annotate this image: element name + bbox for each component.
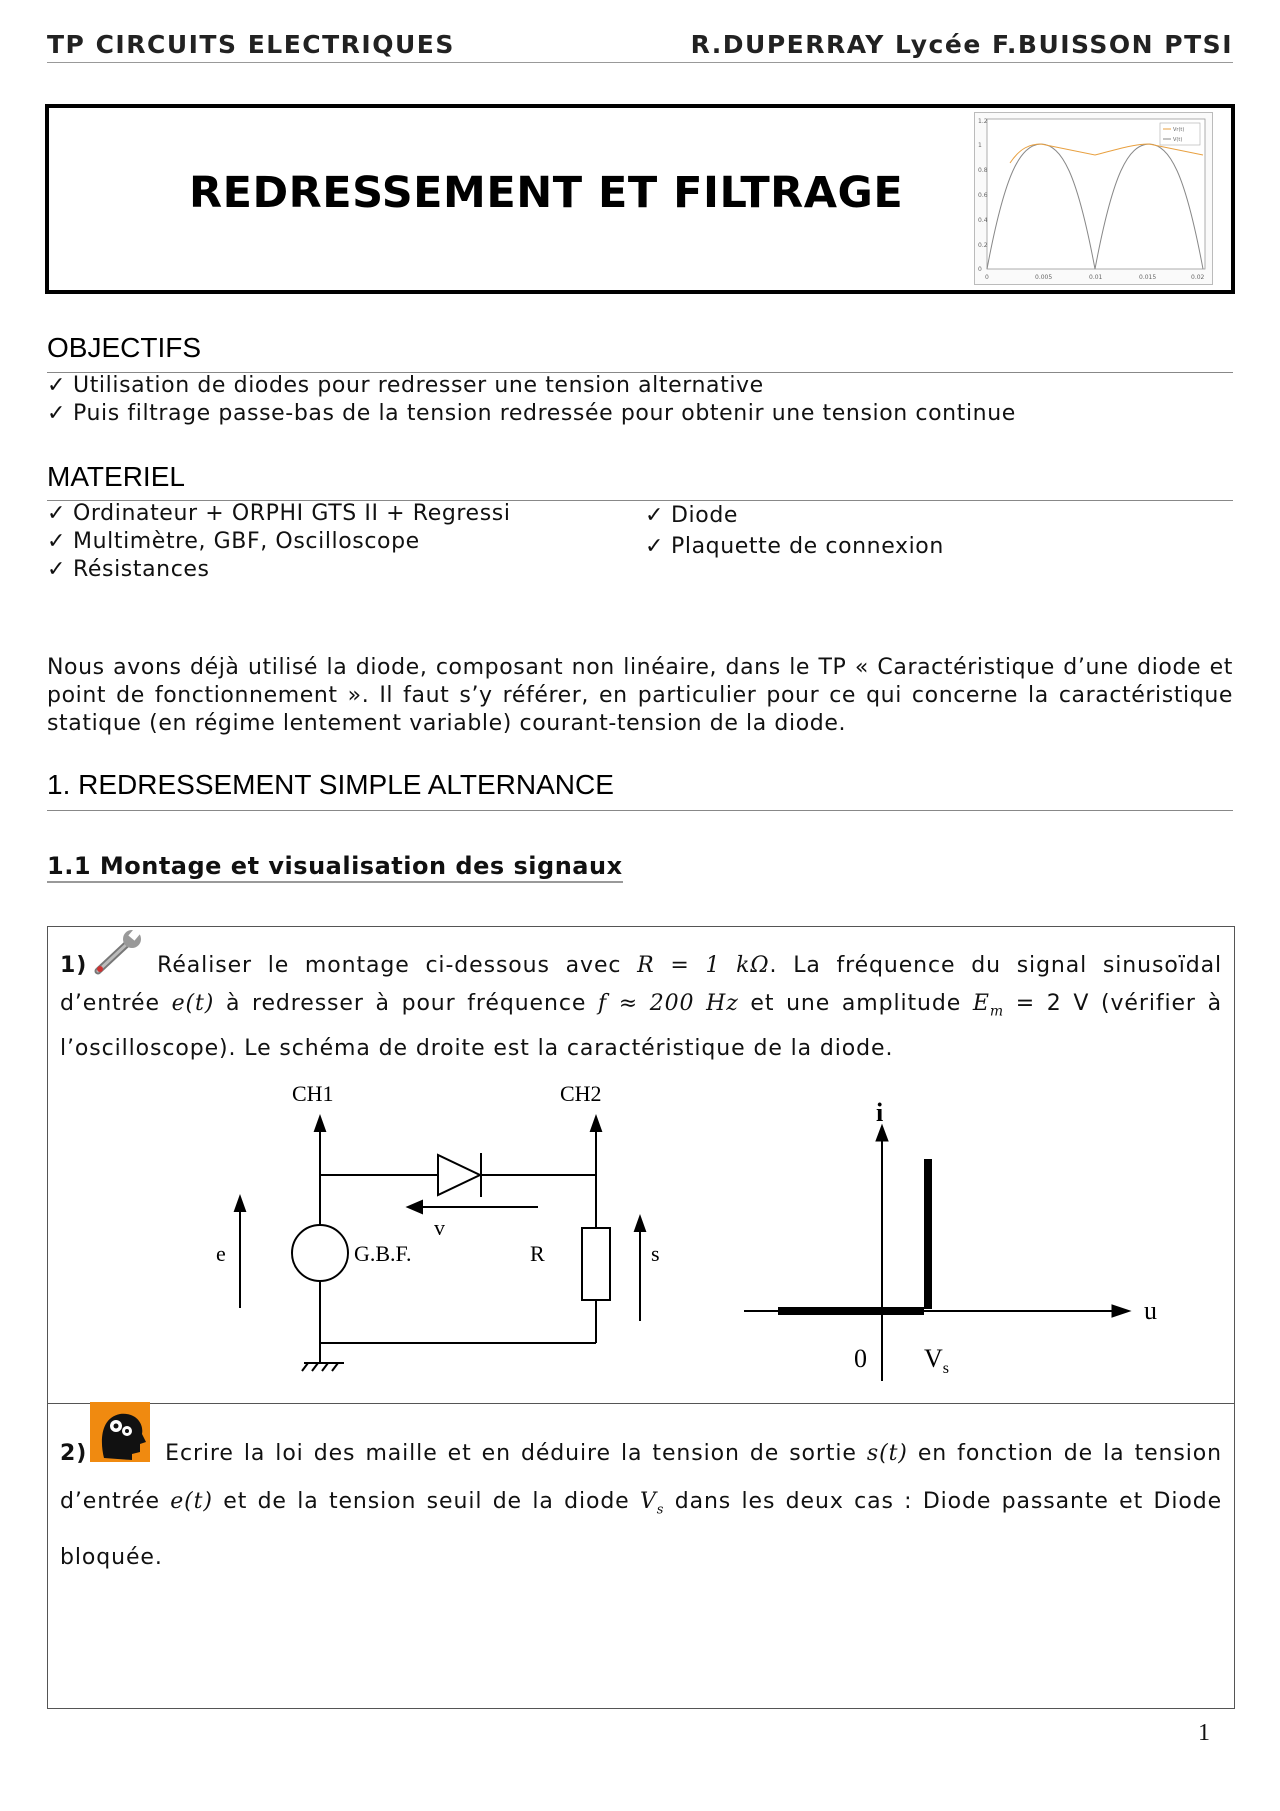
u-axis-label: u (1144, 1296, 1157, 1325)
page-number: 1 (1198, 1720, 1210, 1746)
vs-label: $V_s$ (924, 1344, 950, 1377)
check-icon: ✓ (47, 373, 67, 398)
legend-label: Vr(t) (1173, 127, 1185, 133)
y-tick: 0 (978, 266, 982, 273)
materiel-item: ✓ Multimètre, GBF, Oscilloscope (47, 529, 420, 554)
check-icon: ✓ (645, 534, 665, 559)
ch1-label: CH1 (292, 1081, 334, 1106)
y-tick: 0.2 (978, 242, 988, 249)
y-tick: 0.6 (978, 192, 988, 199)
section1-heading: 1. REDRESSEMENT SIMPLE ALTERNANCE (47, 769, 614, 800)
materiel-heading: MATERIEL (47, 461, 185, 492)
question-1-text: 1) Réaliser le montage ci-dessous avec R = 1 kΩ. La fréquence du signal sinusoïdal d’entrée e(t) à redresser à pour fréquence f ≈ 200 Hz et une amplitude $E_m = 2$ V (vérifier à l’oscilloscope). Le schéma de droite est la caractéristique de la diode. (60, 953, 1222, 1062)
rectified-signal-thumbnail (974, 112, 1213, 285)
legend-label: V(t) (1173, 137, 1183, 143)
i-axis-label: i (876, 1098, 884, 1127)
check-icon: ✓ (47, 401, 67, 426)
x-tick: 0.005 (1035, 274, 1053, 281)
y-tick: 0.8 (978, 167, 988, 174)
ch2-label: CH2 (560, 1081, 602, 1106)
section1-rule (47, 810, 1233, 811)
gbf-label: G.B.F. (354, 1241, 412, 1266)
r-label: R (530, 1241, 545, 1266)
materiel-item: ✓ Ordinateur + ORPHI GTS II + Regressi (47, 501, 511, 526)
check-icon: ✓ (47, 501, 67, 526)
check-icon: ✓ (47, 529, 67, 554)
x-tick: 0.015 (1139, 274, 1157, 281)
objectifs-heading: OBJECTIFS (47, 332, 202, 363)
check-icon: ✓ (47, 557, 67, 582)
page-title: REDRESSEMENT ET FILTRAGE (189, 168, 904, 218)
thumbnail-plot (975, 113, 1212, 284)
x-tick: 0 (985, 274, 989, 281)
y-tick: 1.2 (978, 118, 988, 125)
question-2-text: 2) Ecrire la loi des maille et en déduire la tension de sortie s(t) en fonction de la tension d’entrée e(t) et de la tension seuil de la diode $V_s$ dans les deux cas : Diode passante et Diode bloquée. (60, 1441, 1222, 1571)
check-icon: ✓ (645, 503, 665, 528)
intro-paragraph: Nous avons déjà utilisé la diode, composant non linéaire, dans le TP « Caractéristique d’une diode et point de fonctionnement ». Il faut s’y référer, en particulier pour ce qui concerne la caractéristique statique (en régime lentement variable) courant-tension de la diode. (47, 655, 1233, 736)
diode-characteristic-plot (688, 1073, 1158, 1403)
materiel-item: ✓ Résistances (47, 557, 210, 582)
origin-label: 0 (854, 1344, 867, 1373)
y-tick: 1 (978, 142, 982, 149)
x-tick: 0.01 (1089, 274, 1103, 281)
title-box (45, 104, 1235, 294)
header-rule (47, 62, 1233, 63)
v-label: v (434, 1215, 445, 1240)
e-label: e (216, 1241, 226, 1266)
x-tick: 0.02 (1191, 274, 1205, 281)
subsection-heading: 1.1 Montage et visualisation des signaux (47, 852, 623, 883)
objectif-item: ✓ Utilisation de diodes pour redresser une tension alternative (47, 373, 764, 398)
question-2-box (47, 1402, 1235, 1709)
header-course-title: TP CIRCUITS ELECTRIQUES (47, 30, 455, 59)
header-author: R.DUPERRAY Lycée F.BUISSON PTSI (690, 30, 1233, 59)
circuit-schematic (208, 1073, 660, 1403)
y-tick: 0.4 (978, 217, 988, 224)
objectif-item: ✓ Puis filtrage passe-bas de la tension redressée pour obtenir une tension continue (47, 401, 1016, 426)
s-label: s (651, 1241, 660, 1266)
materiel-item: ✓ Plaquette de connexion (645, 534, 944, 559)
materiel-item: ✓ Diode (645, 503, 739, 528)
question-1-box (47, 926, 1235, 1404)
